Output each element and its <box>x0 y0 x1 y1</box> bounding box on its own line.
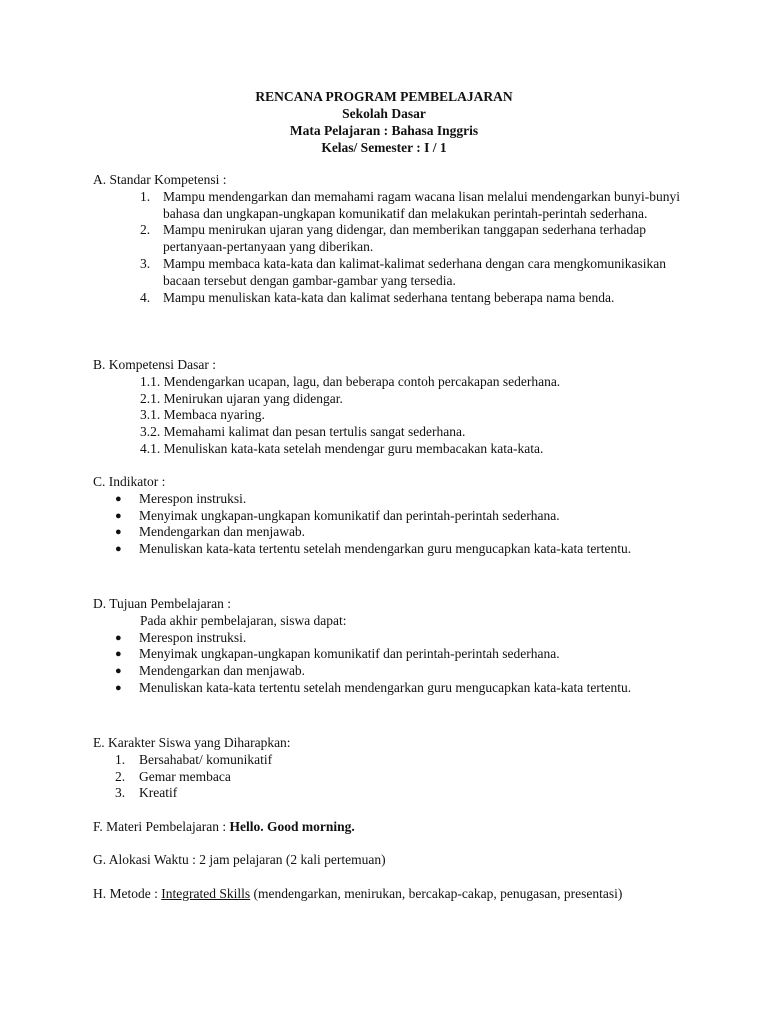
item-number: 1. <box>140 188 151 204</box>
section-a-title: A. Standar Kompetensi : <box>93 172 227 187</box>
item-text: Mampu menirukan ujaran yang didengar, dan memberikan tanggapan sederhana terhadap pertanyaan-pertanyaan yang diberikan. <box>163 222 647 255</box>
document-title: RENCANA PROGRAM PEMBELAJARAN <box>255 89 513 104</box>
section-indikator <box>93 474 693 558</box>
item-text: Kreatif <box>139 785 178 801</box>
karakter-list <box>93 752 693 802</box>
item-text: Bersahabat/ komunikatif <box>139 751 273 767</box>
list-item <box>93 630 693 647</box>
list-item: 2.1. Menirukan ujaran yang didengar. <box>140 390 343 406</box>
list-item <box>93 646 693 663</box>
item-text: Mendengarkan dan menjawab. <box>139 663 306 679</box>
item-text: Merespon instruksi. <box>139 629 247 645</box>
item-number: 3. <box>140 255 151 271</box>
list-item <box>93 663 693 680</box>
item-text: Menuliskan kata-kata tertentu setelah mendengarkan guru mengucapkan kata-kata tertentu. <box>139 679 632 695</box>
item-number: 2. <box>115 768 126 784</box>
bullet-icon: ● <box>115 526 122 539</box>
section-f-label: F. Materi Pembelajaran : <box>93 819 230 834</box>
section-g-text: G. Alokasi Waktu : 2 jam pelajaran (2 kali pertemuan) <box>93 852 386 867</box>
section-e-title: E. Karakter Siswa yang Diharapkan: <box>93 735 291 750</box>
section-c-title: C. Indikator : <box>93 474 166 489</box>
bullet-icon: ● <box>115 648 122 661</box>
method-detail: (mendengarkan, menirukan, bercakap-cakap, penugasan, presentasi) <box>250 886 623 901</box>
list-item: 1.1. Mendengarkan ucapan, lagu, dan beberapa contoh percakapan sederhana. <box>140 373 561 389</box>
list-item: 3.1. Membaca nyaring. <box>140 407 265 423</box>
list-item <box>93 491 693 508</box>
item-number: 4. <box>140 289 151 305</box>
item-number: 3. <box>115 785 126 801</box>
item-text: Gemar membaca <box>139 768 231 784</box>
list-item <box>93 769 693 786</box>
item-number: 1. <box>115 751 126 767</box>
item-text: Mampu menuliskan kata-kata dan kalimat sederhana tentang beberapa nama benda. <box>163 289 615 305</box>
item-text: Menyimak ungkapan-ungkapan komunikatif dan perintah-perintah sederhana. <box>139 646 560 662</box>
list-item <box>93 508 693 525</box>
item-text: Merespon instruksi. <box>139 490 247 506</box>
list-item: 3.2. Memahami kalimat dan pesan tertulis sangat sederhana. <box>140 424 466 440</box>
tujuan-list <box>93 630 693 697</box>
list-item <box>93 524 693 541</box>
method-name: Integrated Skills <box>161 886 251 901</box>
section-h-label: H. Metode : <box>93 886 162 901</box>
materi-value: Hello. Good morning. <box>229 819 355 834</box>
section-materi-pembelajaran <box>93 819 693 836</box>
section-b-title: B. Kompetensi Dasar : <box>93 357 216 372</box>
section-d-intro: Pada akhir pembelajaran, siswa dapat: <box>140 612 347 628</box>
class-semester-line: Kelas/ Semester : I / 1 <box>321 140 447 155</box>
list-item <box>93 541 693 558</box>
standar-kompetensi-list <box>93 189 693 307</box>
list-item <box>93 256 693 290</box>
bullet-icon: ● <box>115 509 122 522</box>
item-number: 2. <box>140 222 151 238</box>
section-karakter-siswa <box>93 735 693 802</box>
bullet-icon: ● <box>115 665 122 678</box>
bullet-icon: ● <box>115 492 122 505</box>
item-text: Mampu membaca kata-kata dan kalimat-kalimat sederhana dengan cara mengkomunikasikan bacaan tersebut dengan gambar-gambar yang tersedia. <box>163 255 667 288</box>
section-alokasi-waktu <box>93 852 693 869</box>
section-d-title: D. Tujuan Pembelajaran : <box>93 596 231 611</box>
school-level: Sekolah Dasar <box>342 106 426 121</box>
document-header <box>0 88 768 156</box>
item-text: Menuliskan kata-kata tertentu setelah mendengarkan guru mengucapkan kata-kata tertentu. <box>139 541 632 557</box>
bullet-icon: ● <box>115 543 122 556</box>
bullet-icon: ● <box>115 681 122 694</box>
bullet-icon: ● <box>115 631 122 644</box>
section-standar-kompetensi <box>93 172 693 306</box>
section-kompetensi-dasar <box>93 357 693 458</box>
list-item <box>93 222 693 256</box>
list-item <box>93 752 693 769</box>
subject-line: Mata Pelajaran : Bahasa Inggris <box>289 123 479 138</box>
section-metode <box>93 886 734 903</box>
item-text: Mampu mendengarkan dan memahami ragam wacana lisan melalui mendengarkan bunyi-bunyi bahasa dan ungkapan-ungkapan komunikatif dan melakukan perintah-perintah sederhana. <box>163 188 680 221</box>
kompetensi-dasar-list <box>93 374 693 458</box>
list-item <box>93 680 693 697</box>
item-text: Menyimak ungkapan-ungkapan komunikatif dan perintah-perintah sederhana. <box>139 507 560 523</box>
indikator-list <box>93 491 693 558</box>
section-tujuan-pembelajaran <box>93 596 693 697</box>
list-item <box>93 189 693 223</box>
list-item: 4.1. Menuliskan kata-kata setelah mendengar guru membacakan kata-kata. <box>140 440 544 456</box>
list-item <box>93 290 693 307</box>
list-item <box>93 785 693 802</box>
item-text: Mendengarkan dan menjawab. <box>139 524 306 540</box>
